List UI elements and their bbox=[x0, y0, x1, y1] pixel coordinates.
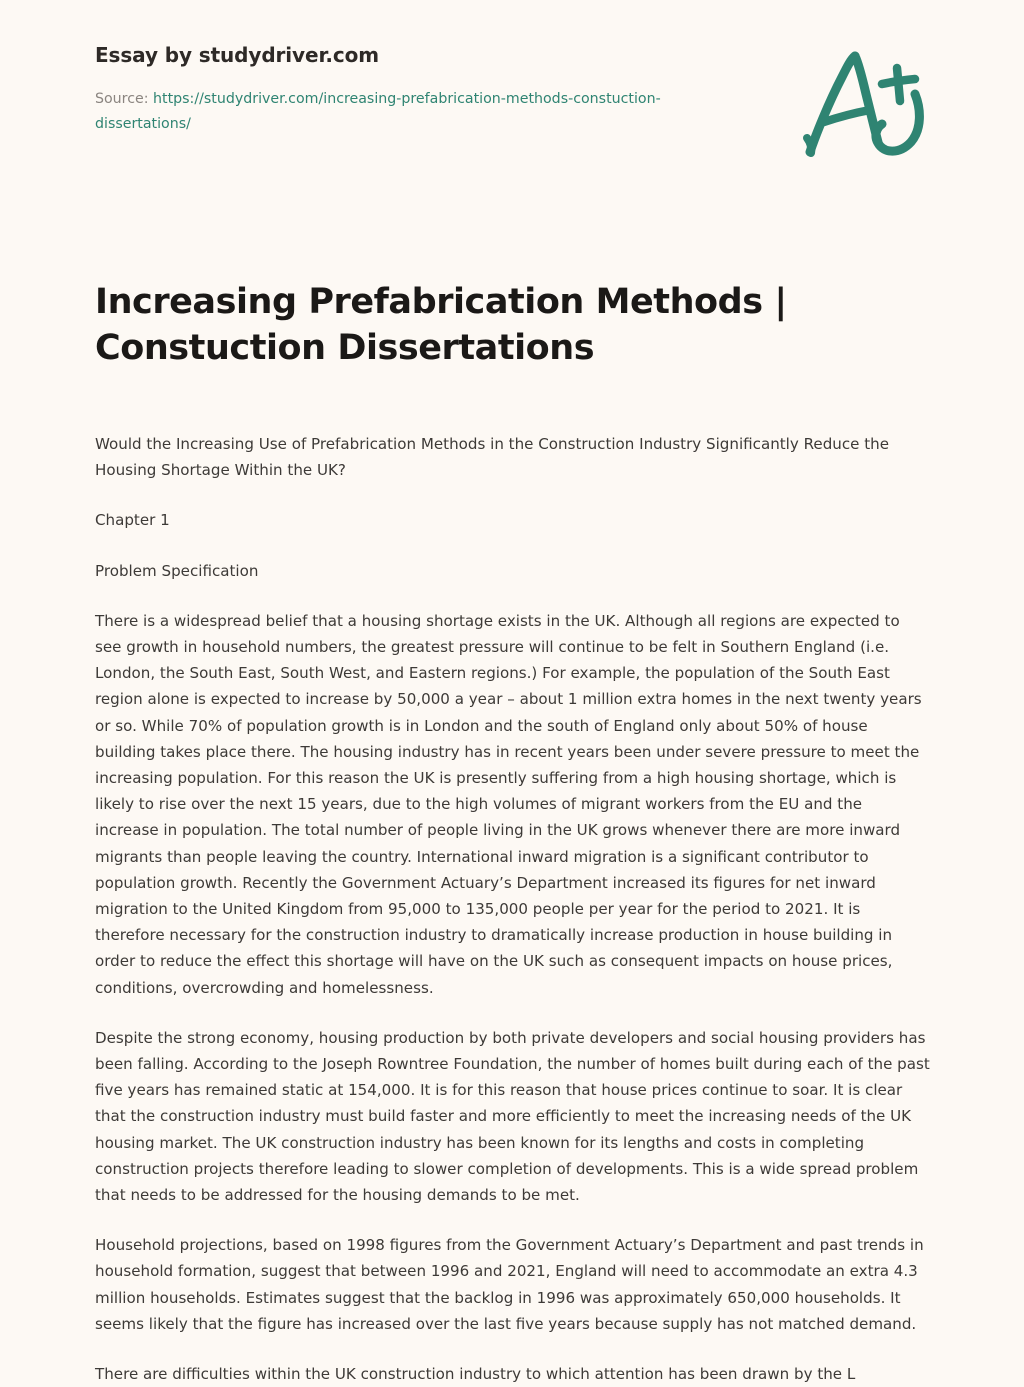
source-label: Source: bbox=[95, 91, 154, 107]
paragraph-section-heading: Problem Specification bbox=[95, 561, 259, 580]
page-header bbox=[95, 0, 930, 195]
paragraph-chapter-label: Chapter 1 bbox=[95, 511, 170, 530]
paragraph-body-3: Household projections, based on 1998 figures from the Government Actuary’s Department and past trends in household formation, suggest that between 1996 and 2021, England will need to accommodate an extra 4.3 million households. Estimates suggest that the backlog in 1996 was approximately 650,000 households. It seems likely that the figure has increased over the last five years because supply has not matched demand. bbox=[95, 1236, 924, 1333]
source-url-link[interactable]: https://studydriver.com/increasing-prefabrication-methods-constuction-dissertations/ bbox=[95, 91, 661, 132]
paragraph-body-4-truncated: There are difficulties within the UK construction industry to which attention has been drawn by the L bbox=[95, 1365, 856, 1384]
paragraph-body-1: There is a widespread belief that a housing shortage exists in the UK. Although all regions are expected to see growth in household numbers, the greatest pressure will continue to be felt in Southern England (i.e. London, the South East, South West, and Eastern regions.) For example, the population of the South East region alone is expected to increase by 50,000 a year – about 1 million extra homes in the next twenty years or so. While 70% of population growth is in London and the south of England only about 50% of house building takes place there. The housing industry has in recent years been under severe pressure to meet the increasing population. For this reason the UK is presently suffering from a high housing shortage, which is likely to rise over the next 15 years, due to the high volumes of migrant workers from the EU and the increase in population. The total number of people living in the UK grows whenever there are more inward migrants than people leaving the country. International inward migration is a significant contributor to population growth. Recently the Government Actuary’s Department increased its figures for net inward migration to the United Kingdom from 95,000 to 135,000 people per year for the period to 2021. It is therefore necessary for the construction industry to dramatically increase production in house building in order to reduce the effect this shortage will have on the UK such as consequent impacts on house prices, conditions, overcrowding and homelessness. bbox=[95, 611, 922, 997]
essay-body bbox=[95, 371, 930, 1387]
paragraph-body-2: Despite the strong economy, housing production by both private developers and social housing providers has been falling. According to the Joseph Rowntree Foundation, the number of homes built during each of the past five years has remained static at 154,000. It is for this reason that house prices continue to soar. It is clear that the construction industry must build faster and more efficiently to meet the increasing needs of the UK housing market. The UK construction industry has been known for its lengths and costs in completing construction projects therefore leading to slower completion of developments. This is a wide spread problem that needs to be addressed for the housing demands to be met. bbox=[95, 1028, 930, 1205]
paragraph-intro-question: Would the Increasing Use of Prefabrication Methods in the Construction Industry Significantly Reduce the Housing Shortage Within the UK? bbox=[95, 435, 890, 480]
byline: Essay by studydriver.com bbox=[95, 43, 380, 67]
source-line bbox=[95, 67, 715, 137]
page-title: Increasing Prefabrication Methods | Constuction Dissertations bbox=[95, 282, 787, 368]
